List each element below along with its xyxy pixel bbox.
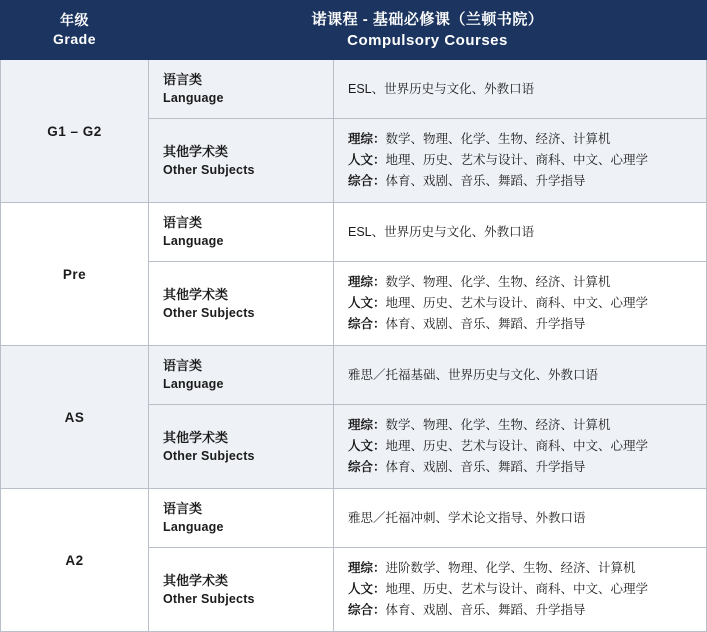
grade-label: Pre	[1, 203, 149, 346]
humanities-line	[348, 150, 698, 171]
general-list: 体育、戏剧、音乐、舞蹈、升学指导	[385, 317, 586, 331]
general-tag: 综合：	[348, 174, 386, 188]
science-line	[348, 415, 698, 436]
general-line	[348, 457, 698, 478]
category-other-subjects	[149, 405, 334, 489]
grade-label: AS	[1, 346, 149, 489]
category-other-subjects	[149, 548, 334, 632]
language-courses	[334, 203, 707, 262]
science-list: 进阶数学、物理、化学、生物、经济、计算机	[385, 561, 636, 575]
category-language-cn: 语言类	[163, 501, 203, 516]
humanities-list: 地理、历史、艺术与设计、商科、中文、心理学	[385, 153, 649, 167]
category-language-cn: 语言类	[163, 358, 203, 373]
science-line	[348, 129, 698, 150]
science-line	[348, 558, 698, 579]
language-course-list: ESL、世界历史与文化、外教口语	[348, 81, 535, 96]
category-other-en: Other Subjects	[163, 591, 255, 606]
general-tag: 综合：	[348, 317, 386, 331]
general-line	[348, 600, 698, 621]
category-language-en: Language	[163, 377, 224, 391]
humanities-line	[348, 293, 698, 314]
header-title-cn: 诺课程 - 基础必修课（兰顿书院）	[311, 11, 544, 28]
other-subject-courses	[334, 262, 707, 346]
science-tag: 理综：	[348, 418, 386, 432]
humanities-line	[348, 579, 698, 600]
language-course-list: 雅思／托福冲刺、学术论文指导、外教口语	[348, 510, 586, 525]
general-list: 体育、戏剧、音乐、舞蹈、升学指导	[385, 603, 586, 617]
category-language-en: Language	[163, 91, 224, 105]
humanities-tag: 人文：	[348, 439, 386, 453]
language-course-list: 雅思／托福基础、世界历史与文化、外教口语	[348, 367, 599, 382]
science-list: 数学、物理、化学、生物、经济、计算机	[385, 132, 611, 146]
category-other-cn: 其他学术类	[163, 286, 229, 302]
other-subject-courses	[334, 405, 707, 489]
language-course-list: ESL、世界历史与文化、外教口语	[348, 224, 535, 239]
category-other-cn: 其他学术类	[163, 572, 229, 588]
header-grade-en: Grade	[53, 31, 96, 47]
category-language-en: Language	[163, 234, 224, 248]
science-list: 数学、物理、化学、生物、经济、计算机	[385, 418, 611, 432]
science-line	[348, 272, 698, 293]
category-other-en: Other Subjects	[163, 448, 255, 463]
other-subject-courses	[334, 119, 707, 203]
category-language-en: Language	[163, 520, 224, 534]
humanities-tag: 人文：	[348, 582, 386, 596]
general-list: 体育、戏剧、音乐、舞蹈、升学指导	[385, 174, 586, 188]
table-row	[1, 203, 707, 262]
humanities-list: 地理、历史、艺术与设计、商科、中文、心理学	[385, 296, 649, 310]
table-row	[1, 346, 707, 405]
category-language	[149, 489, 334, 548]
language-courses	[334, 60, 707, 119]
humanities-line	[348, 436, 698, 457]
header-grade-cn: 年级	[60, 12, 89, 28]
general-list: 体育、戏剧、音乐、舞蹈、升学指导	[385, 460, 586, 474]
category-other-cn: 其他学术类	[163, 429, 229, 445]
category-other-en: Other Subjects	[163, 162, 255, 177]
header-title-cell	[149, 1, 707, 60]
language-courses	[334, 489, 707, 548]
general-tag: 综合：	[348, 460, 386, 474]
science-tag: 理综：	[348, 561, 386, 575]
humanities-tag: 人文：	[348, 153, 386, 167]
humanities-tag: 人文：	[348, 296, 386, 310]
category-language	[149, 60, 334, 119]
other-subject-courses	[334, 548, 707, 632]
science-tag: 理综：	[348, 132, 386, 146]
header-grade-cell	[1, 1, 149, 60]
category-other-cn: 其他学术类	[163, 143, 229, 159]
grade-label: G1 – G2	[1, 60, 149, 203]
category-language	[149, 346, 334, 405]
table-row	[1, 60, 707, 119]
general-line	[348, 171, 698, 192]
humanities-list: 地理、历史、艺术与设计、商科、中文、心理学	[385, 582, 649, 596]
language-courses	[334, 346, 707, 405]
general-line	[348, 314, 698, 335]
category-other-subjects	[149, 119, 334, 203]
general-tag: 综合：	[348, 603, 386, 617]
category-language-cn: 语言类	[163, 215, 203, 230]
header-title-en: Compulsory Courses	[347, 32, 508, 49]
category-language	[149, 203, 334, 262]
table-row	[1, 489, 707, 548]
grade-label: A2	[1, 489, 149, 632]
science-tag: 理综：	[348, 275, 386, 289]
category-language-cn: 语言类	[163, 72, 203, 87]
category-other-subjects	[149, 262, 334, 346]
science-list: 数学、物理、化学、生物、经济、计算机	[385, 275, 611, 289]
humanities-list: 地理、历史、艺术与设计、商科、中文、心理学	[385, 439, 649, 453]
table-header-row	[1, 1, 707, 60]
category-other-en: Other Subjects	[163, 305, 255, 320]
